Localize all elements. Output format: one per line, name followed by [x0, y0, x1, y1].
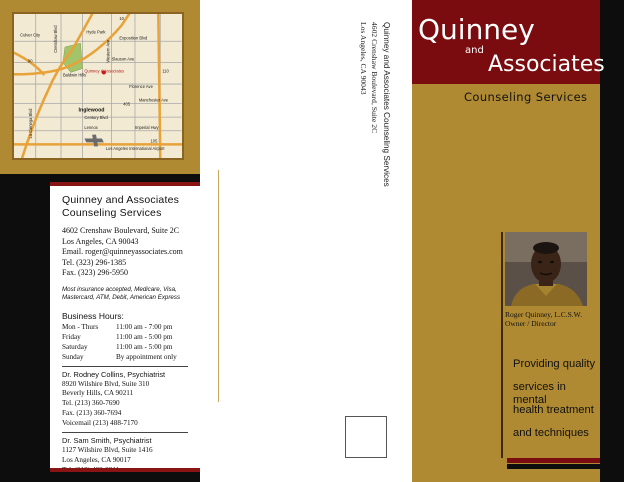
mailer-return-address2: Los Angeles, CA 90043 — [359, 22, 368, 95]
tagline-line: and techniques — [513, 427, 589, 439]
hours-title: Business Hours: — [62, 310, 124, 321]
map-label-hwy-10: 10 — [119, 15, 124, 21]
tagline-line: health treatment — [513, 404, 594, 416]
map-label-imperial: Imperial Hwy — [134, 124, 159, 130]
card-title-line1: Quinney and Associates — [62, 194, 180, 206]
map-graphic — [14, 14, 182, 158]
divider — [62, 366, 188, 367]
doctor-line: 8920 Wilshire Blvd, Suite 310 — [62, 379, 150, 388]
cover-title: Quinney — [418, 13, 535, 46]
map-label-hyde-park: Hyde Park — [86, 29, 106, 35]
map-label-lennox: Lennox — [84, 124, 98, 130]
doctor-line: Voicemail (213) 488-7170 — [62, 418, 138, 427]
insurance-note: Most insurance accepted, Medicare, Visa, Mastercard, ATM, Debit, American Express — [62, 285, 181, 301]
card-bottom-bar — [50, 468, 200, 472]
map-label-slauson: Slauson Ave — [111, 56, 135, 62]
doctor-line: Los Angeles, CA 90017 — [62, 456, 131, 465]
doctor-entry — [62, 370, 196, 429]
doctor-line: Fax. (213) 360-7694 — [62, 408, 122, 417]
photo-caption-name: Roger Quinney, L.C.S.W. — [505, 310, 582, 319]
map-label-hwy-110: 110 — [162, 68, 169, 74]
map-label-hwy-90: 90 — [27, 58, 33, 64]
map-label-hwy-105: 105 — [150, 138, 158, 144]
map-label-western: Western Ave — [105, 39, 111, 63]
map-label-la-cienega: La Cienega Blvd — [27, 108, 33, 139]
map-label-inglewood: Inglewood — [78, 107, 105, 114]
footer-bar-maroon — [507, 458, 600, 463]
mailer-panel — [200, 0, 412, 482]
fax-text: Fax. (323) 296-5950 — [62, 268, 128, 277]
hours-row: Saturday 11:00 am - 5:00 pm — [62, 342, 173, 351]
office-address — [62, 226, 196, 279]
doctor-line: Tel. (213) 360-7690 — [62, 399, 120, 408]
location-map — [12, 12, 184, 160]
footer-bar-black — [507, 464, 600, 469]
cover-vertical-rule — [501, 232, 503, 458]
doctor-line: 1127 Wilshire Blvd, Suite 1416 — [62, 446, 153, 455]
doctor-line: Beverly Hills, CA 90211 — [62, 389, 134, 398]
portrait-graphic — [505, 232, 587, 306]
map-label-century: Century Blvd — [84, 115, 108, 121]
map-label-hwy-405: 405 — [123, 101, 131, 107]
map-label-exposition: Exposition Blvd — [119, 35, 148, 41]
photo-caption-role: Owner / Director — [505, 319, 557, 328]
contact-card — [50, 182, 200, 472]
hours-row: Sunday By appointment only — [62, 352, 177, 361]
doctor-name: Dr. Rodney Collins, Psychiatrist — [62, 369, 166, 379]
cover-footer-bars — [507, 458, 600, 469]
stamp-box — [345, 416, 387, 458]
map-label-airport: Los Angeles International Airport — [105, 146, 165, 152]
map-label-crenshaw: Crenshaw Blvd — [53, 25, 59, 53]
map-label-office: Quinney & Associates — [84, 68, 125, 74]
cover-title-associates: Associates — [488, 52, 605, 77]
hours-row: Mon - Thurs 11:00 am - 7:00 pm — [62, 322, 173, 331]
hours-row: Friday 11:00 am - 5:00 pm — [62, 332, 173, 341]
card-title-line2: Counseling Services — [62, 207, 162, 219]
map-label-florence: Florence Ave — [129, 83, 153, 89]
doctor-name: Dr. Sam Smith, Psychiatrist — [62, 436, 152, 446]
director-photo — [505, 232, 587, 306]
fold-line — [218, 170, 219, 402]
map-label-manchester: Manchester Ave — [138, 97, 169, 103]
cover-title-and: and — [465, 45, 484, 56]
tagline-line: Providing quality — [513, 358, 596, 370]
tagline-line: services in mental — [513, 381, 566, 406]
mailer-return-name: Quinney and Associates Counseling Services — [382, 22, 391, 187]
map-label-baldwin: Baldwin Hills — [62, 72, 87, 78]
card-top-bar — [50, 182, 200, 186]
phone-text: Tel. (323) 296-1385 — [62, 257, 127, 267]
hours-table — [62, 322, 196, 362]
email-text: Email. roger@quinneyassociates.com — [62, 247, 183, 256]
address-line2: Los Angeles, CA 90043 — [62, 236, 139, 246]
mailer-return-address1: 4602 Crenshaw Boulevard, Suite 2C — [370, 22, 379, 134]
cover-subtitle: Counseling Services — [464, 90, 588, 104]
divider — [62, 432, 188, 433]
map-label-culver-city: Culver City — [20, 32, 41, 38]
address-line1: 4602 Crenshaw Boulevard, Suite 2C — [62, 226, 180, 235]
